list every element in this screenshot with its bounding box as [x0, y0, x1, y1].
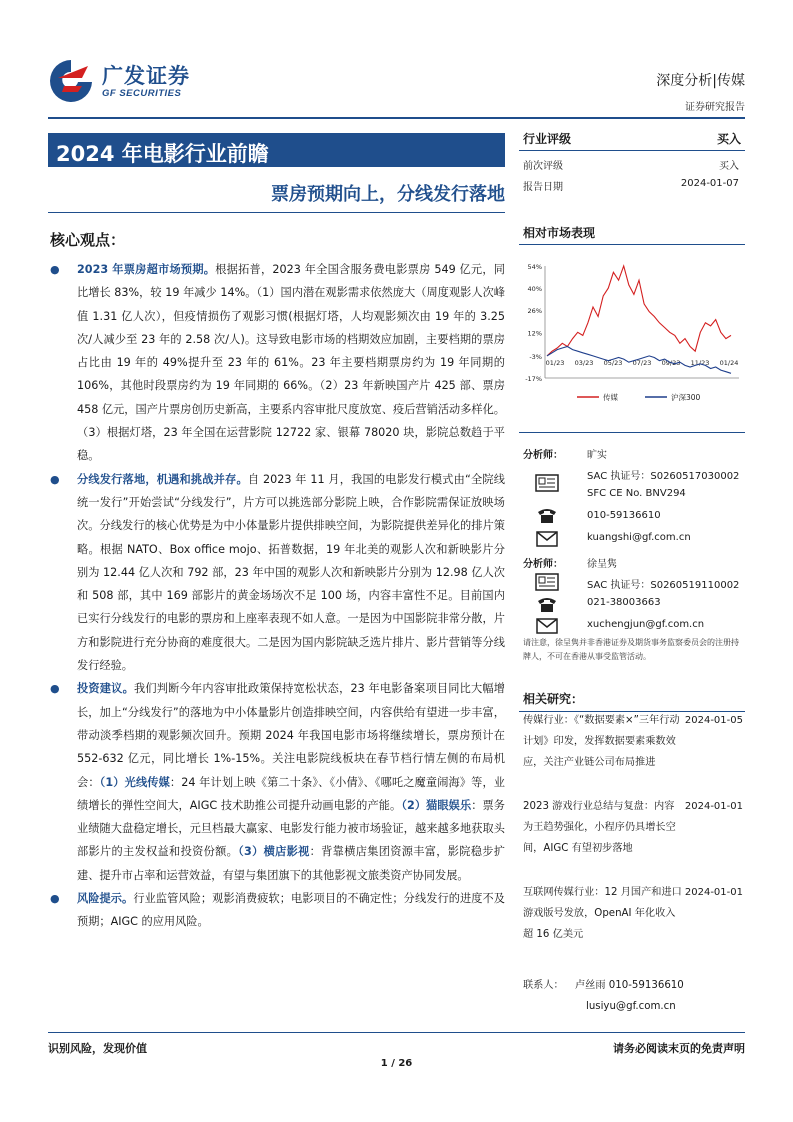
related-item-text: 2023 游戏行业总结与复盘：内容为王趋势强化，小程序仍具增长空间，AIGC 有望初步落地	[523, 801, 676, 854]
rating-box	[519, 130, 745, 193]
bullet-heading: 风险提示。	[77, 892, 134, 906]
footer-divider	[48, 1032, 745, 1033]
y-tick-label: -3%	[529, 352, 542, 361]
analyst-1-email: kuangshi@gf.com.cn	[587, 532, 691, 543]
analyst-1-sac: SAC 执证号：S0260517030002	[587, 471, 740, 482]
analyst-1-name: 旷实	[587, 450, 607, 461]
footer-slogan: 识别风险，发现价值	[48, 1042, 147, 1055]
subtitle-divider	[48, 212, 505, 213]
y-tick-label: 12%	[527, 329, 542, 338]
phone-icon	[535, 506, 559, 524]
bullet-box-office	[50, 258, 505, 468]
prev-rating-row	[519, 151, 745, 172]
bullet-text: 自 2023 年 11 月，我国的电影发行模式由“全院线统一发行”开始尝试“分线发行”，片方可以挑选部分影院上映，合作影院需保证放映场次。分线发行的核心优势是为中小体量影片提供排映空间，为影院提供差异化的排片策略。根据 NATO、Box office mojo、拓普数据，19 年北美的观影人次和新映影片分别为 12.44 亿人次和 792 部，23 年中国的观影人次和新映影片分别为 12.98 亿人次和 508 部，其中 169 部影片的黄金场场次不足 100 场，内容丰富性不足。目前国内已实行分线发行的电影的票房和上座率表现不如人意。一是因为中国影院非常分散，片方和影院进行充分协商的难度很大。二是因为国内影院缺乏选片排片、影片营销等分线发行经验。	[77, 472, 505, 673]
analyst-label: 分析师：	[523, 559, 563, 570]
email-icon	[535, 617, 559, 635]
analyst-1-phone: 010-59136610	[587, 510, 661, 521]
id-card-icon	[535, 573, 559, 591]
report-type: 证券研究报告	[685, 102, 745, 113]
related-item-text: 互联网传媒行业：12 月国产和进口游戏版号发放，OpenAI 年化收入超 16 亿美元	[523, 887, 682, 940]
x-tick-label: 11/23	[690, 358, 710, 367]
bullet-icon: ●	[50, 472, 60, 486]
core-views-list	[50, 258, 505, 934]
analyst-label: 分析师：	[523, 450, 563, 461]
relative-performance-title: 相对市场表现	[519, 224, 745, 245]
report-category-block	[656, 70, 745, 113]
page-number: 1 / 26	[380, 1058, 413, 1069]
related-item[interactable]	[523, 882, 745, 945]
pick-text: ：票务业绩随大盘稳定增长，元旦档最大赢家、电影发行能力被市场验证，越来越多地获取头部影片的主发权益和投资份额。	[77, 798, 505, 859]
analyst-2-sac: SAC 执证号：S0260519110002	[587, 580, 740, 591]
analyst-divider	[519, 432, 745, 433]
prev-rating-label: 前次评级	[523, 161, 563, 172]
report-date-row	[519, 172, 745, 193]
related-item-text: 传媒行业：《“数据要素×”三年行动计划》印发，发挥数据要素乘数效应，关注产业链公司布局推进	[523, 715, 680, 768]
company-logo	[48, 56, 208, 104]
pick-heading: （3）横店影视	[238, 845, 310, 859]
logo-english-text: GF SECURITIES	[102, 88, 182, 99]
related-item-date: 2024-01-01	[684, 887, 743, 898]
bullet-investment	[50, 677, 505, 887]
phone-icon	[535, 595, 559, 613]
related-item[interactable]	[523, 710, 745, 773]
related-item-date: 2024-01-05	[684, 715, 743, 726]
pick-text: ：背靠横店集团资源丰富，影院稳步扩建、提升市占率和运营效益，有望与集团旗下的其他影视文旅类资产协同发展。	[77, 845, 505, 882]
bullet-text: 行业监管风险；观影消费疲软；电影项目的不确定性；分线发行的进度不及预期；AIGC 的应用风险。	[77, 892, 505, 929]
contact-label: 联系人：	[523, 980, 564, 991]
pick-text: ：24 年计划上映《第二十条》、《小倩》、《哪吒之魔童闹海》等，业绩增长的弹性空间大，AIGC 技术助推公司提升动画电影的产能。	[77, 775, 505, 812]
bullet-risk	[50, 887, 505, 934]
analyst-2-name: 徐呈隽	[587, 559, 617, 570]
x-tick-label: 05/23	[603, 358, 623, 367]
contact-email: lusiyu@gf.com.cn	[586, 1001, 676, 1012]
relative-performance-chart	[519, 256, 745, 408]
id-card-icon	[535, 474, 559, 492]
legend-label: 传媒	[603, 393, 618, 402]
contact-block	[523, 975, 684, 1017]
pick-heading: （1）光线传媒	[99, 775, 170, 789]
contact-name-phone: 卢丝雨 010-59136610	[575, 980, 684, 991]
bullet-heading: 分线发行落地，机遇和挑战并存。	[77, 472, 248, 486]
x-tick-label: 01/23	[545, 358, 565, 367]
email-icon	[535, 530, 559, 548]
report-date-label: 报告日期	[523, 182, 563, 193]
bullet-text: 我们判断今年内容审批政策保持宽松状态，23 年电影备案项目同比大幅增长，加上“分线发行”的落地为中小体量影片创造排映空间，内容供给有望进一步丰富，带动淡季档期的观影频次回升。预期 2024 年我国电影市场将继续增长，票房预计在 552-632 亿元，同比增长 1%-15%。关注电影院线板块在春节档行情左侧的布局机会：	[77, 682, 505, 789]
bullet-icon: ●	[50, 892, 60, 906]
y-tick-label: 26%	[527, 307, 542, 316]
analyst-1-sfc: SFC CE No. BNV294	[587, 488, 686, 499]
report-title: 2024 年电影行业前瞻	[56, 142, 269, 166]
report-date-value: 2024-01-07	[680, 178, 739, 189]
analyst-2-phone: 021-38003663	[587, 597, 661, 608]
x-tick-label: 03/23	[574, 358, 594, 367]
analyst-2-email: xuchengjun@gf.com.cn	[587, 619, 705, 630]
x-tick-label: 07/23	[632, 358, 652, 367]
related-item-date: 2024-01-01	[684, 801, 743, 812]
x-tick-label: 09/23	[661, 358, 681, 367]
pick-heading: （2）猫眼娱乐	[401, 798, 472, 812]
y-tick-label: 54%	[527, 263, 542, 271]
related-item[interactable]	[523, 796, 745, 859]
prev-rating-value: 买入	[719, 161, 739, 172]
series-line-media	[547, 266, 731, 356]
bullet-text: 根据拓普，2023 年全国含服务费电影票房 549 亿元，同比增长 83%，较 19 年减少 14%。（1）国内潜在观影需求依然庞大（周度观影人次峰值 1.31 亿人次），但疫情损伤了观影习惯(根据灯塔，人均观影频次由 19 年的 3.25 次/人减少至 23 年的 2.58 次/人)。这导致电影市场的档期效应加剧，主要档期的票房占比由 19 年的 49%提升至 23 年的 61%。23 年主要档期票房约为 19 年同期的 106%，其他时段票房约为 19 年同期的 66%。（2）23 年新映国产片 425 部、票房 458 亿元，国产片票房创历史新高，主要系内容审批尺度放宽、疫后营销活动多样化。（3）根据灯塔，23 年全国在运营影院 12722 家、银幕 78020 块，影院总数趋于平稳。	[77, 263, 505, 463]
core-views-title: 核心观点：	[50, 231, 126, 249]
rating-header	[519, 130, 745, 151]
report-subtitle: 票房预期向上，分线发行落地	[271, 184, 505, 205]
x-tick-label: 01/24	[719, 358, 739, 367]
gf-logo-icon	[48, 58, 94, 102]
title-band	[48, 133, 505, 167]
legend-label: 沪深300	[671, 393, 701, 402]
rating-value: 买入	[716, 132, 741, 146]
y-tick-label: 40%	[527, 285, 542, 294]
bullet-icon: ●	[50, 682, 60, 696]
footer-disclaimer-note: 请务必阅读末页的免责声明	[613, 1042, 745, 1055]
bullet-distribution	[50, 468, 505, 678]
report-category: 深度分析|传媒	[656, 73, 745, 89]
bullet-heading: 投资建议。	[77, 682, 134, 696]
header-divider	[48, 117, 745, 119]
bullet-heading: 2023 年票房超市场预期。	[77, 263, 216, 276]
logo-chinese-text: 广发证券	[102, 64, 190, 88]
bullet-icon: ●	[50, 263, 60, 276]
related-research-title: 相关研究：	[519, 690, 745, 712]
analyst-note: 请注意，徐呈隽并非香港证券及期货事务监察委员会的注册持牌人，不可在香港从事受监管活动。	[523, 638, 739, 661]
y-tick-label: -17%	[525, 375, 542, 383]
rating-label: 行业评级	[523, 132, 572, 146]
